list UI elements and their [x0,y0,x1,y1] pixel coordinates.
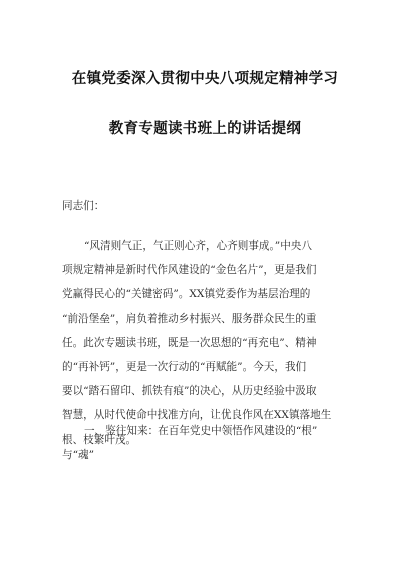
paragraph-line: “风清则气正，气正则心齐，心齐则事成。”中央八 [84,240,312,252]
paragraph-line: 的“再补钙”，更是一次行动的“再赋能”。今天，我们 [62,361,307,374]
paragraph-line: 要以“踏石留印、抓铁有痕”的决心，从历史经验中汲取 [62,385,317,398]
salutation-text: 同志们： [62,200,105,212]
salutation [62,194,357,218]
paragraph-line: “前沿堡垒”，肩负着推动乡村振兴、服务群众民生的重 [62,312,317,325]
section-heading-line: 一、鉴往知来：在百年党史中领悟作风建设的“根” [84,425,318,437]
paragraph-line: 党赢得民心的“关键密码”。XX镇党委作为基层治理的 [62,288,311,301]
paragraph-line: 项规定精神是新时代作风建设的“金色名片”，更是我们 [62,264,317,277]
section-heading-line: 与“魂” [62,449,95,462]
paragraph-line: 根、枝繁叶茂。 [62,433,137,446]
document-title-line-1: 在镇党委深入贯彻中央八项规定精神学习 [71,71,339,87]
paragraph-line: 智慧，从时代使命中找准方向，让优良作风在XX镇落地生 [62,409,332,422]
section-heading-1 [62,419,357,467]
document-title-line-2: 教育专题读书班上的讲话提纲 [108,121,302,137]
paragraph-line: 任。此次专题读书班，既是一次思想的“再充电”、精神 [62,336,317,349]
